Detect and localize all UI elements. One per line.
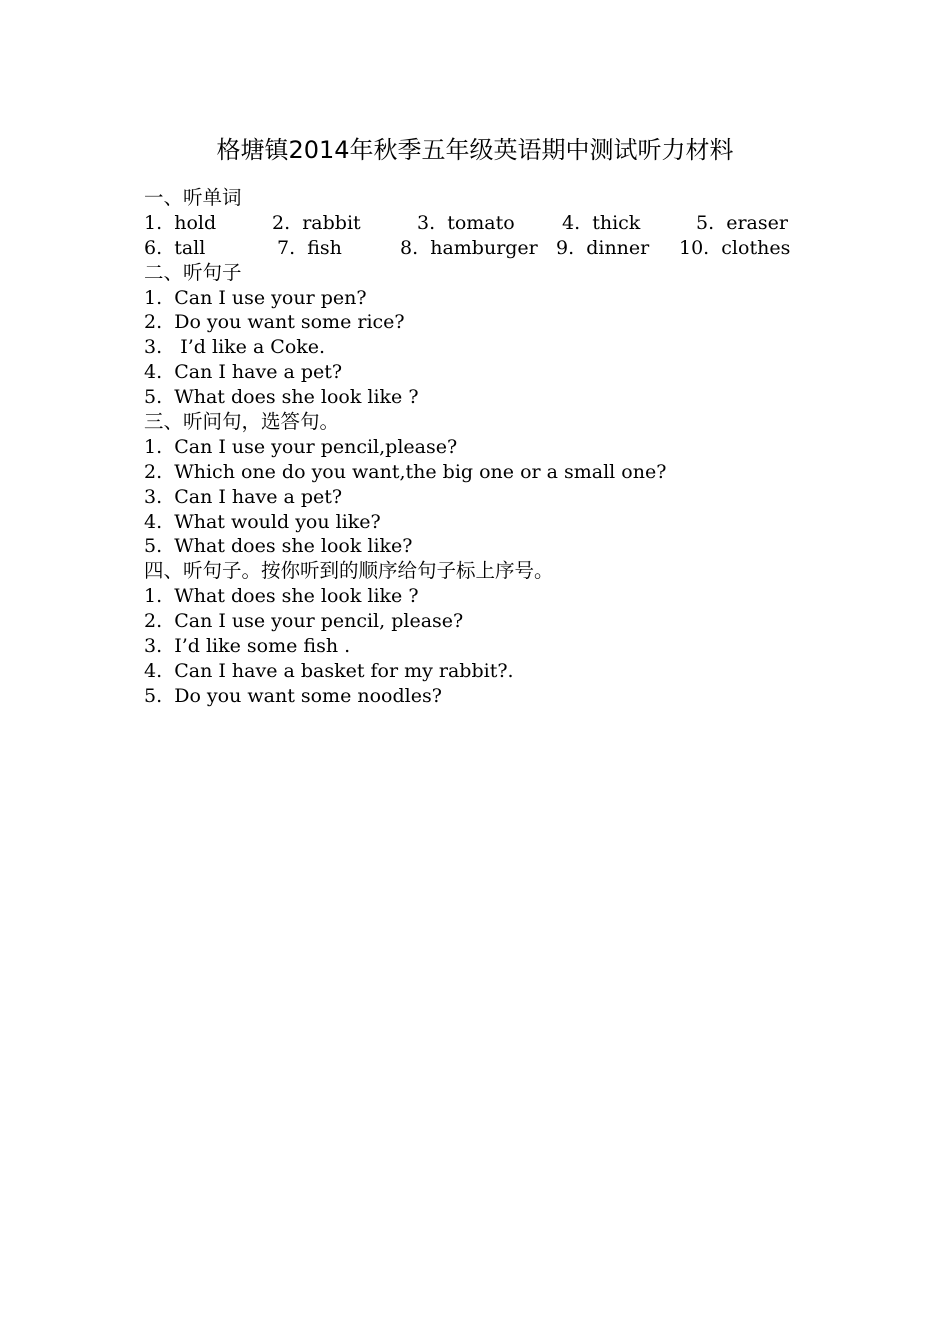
sentence-line: 2. Can I use your pencil, please? — [144, 610, 464, 633]
word-item: 10. clothes — [679, 236, 791, 259]
sentence-line: 4. Can I have a basket for my rabbit?. — [144, 659, 514, 682]
document-title: 格塘镇2014年秋季五年级英语期中测试听力材料 — [216, 136, 734, 164]
question-line: 1. Can I use your pencil,please? — [144, 435, 458, 458]
sentence-line: 1. Can I use your pen? — [144, 286, 367, 309]
question-line: 4. What would you like? — [144, 510, 381, 533]
word-item: 4. thick — [562, 211, 641, 234]
section-3-heading: 三、听问句，选答句。 — [144, 410, 340, 434]
word-item: 7. fish — [277, 236, 342, 259]
sentence-line: 5. Do you want some noodles? — [144, 684, 442, 707]
sentence-line: 4. Can I have a pet? — [144, 361, 343, 384]
word-item: 2. rabbit — [272, 211, 361, 234]
word-item: 9. dinner — [556, 236, 650, 259]
word-item: 8. hamburger — [400, 236, 538, 259]
word-item: 5. eraser — [696, 211, 788, 234]
document-content — [144, 186, 864, 709]
word-item: 3. tomato — [417, 211, 515, 234]
word-row-1 — [144, 211, 864, 236]
question-line: 5. What does she look like? — [144, 535, 413, 558]
sentence-line: 3. I’d like a Coke. — [144, 336, 326, 359]
question-line: 2. Which one do you want,the big one or a small one? — [144, 460, 667, 483]
section-1-heading: 一、听单词 — [144, 186, 242, 209]
word-item: 1. hold — [144, 211, 217, 234]
sentence-line: 5. What does she look like ? — [144, 386, 419, 409]
section-2-heading: 二、听句子 — [144, 260, 242, 284]
sentence-line: 1. What does she look like ? — [144, 585, 419, 608]
word-row-2 — [144, 236, 864, 261]
sentence-line: 3. I’d like some fish . — [144, 635, 351, 658]
section-4-heading: 四、听句子。按你听到的顺序给句子标上序号。 — [144, 559, 554, 583]
sentence-line: 2. Do you want some rice? — [144, 311, 405, 334]
word-item: 6. tall — [144, 236, 206, 259]
question-line: 3. Can I have a pet? — [144, 485, 343, 508]
